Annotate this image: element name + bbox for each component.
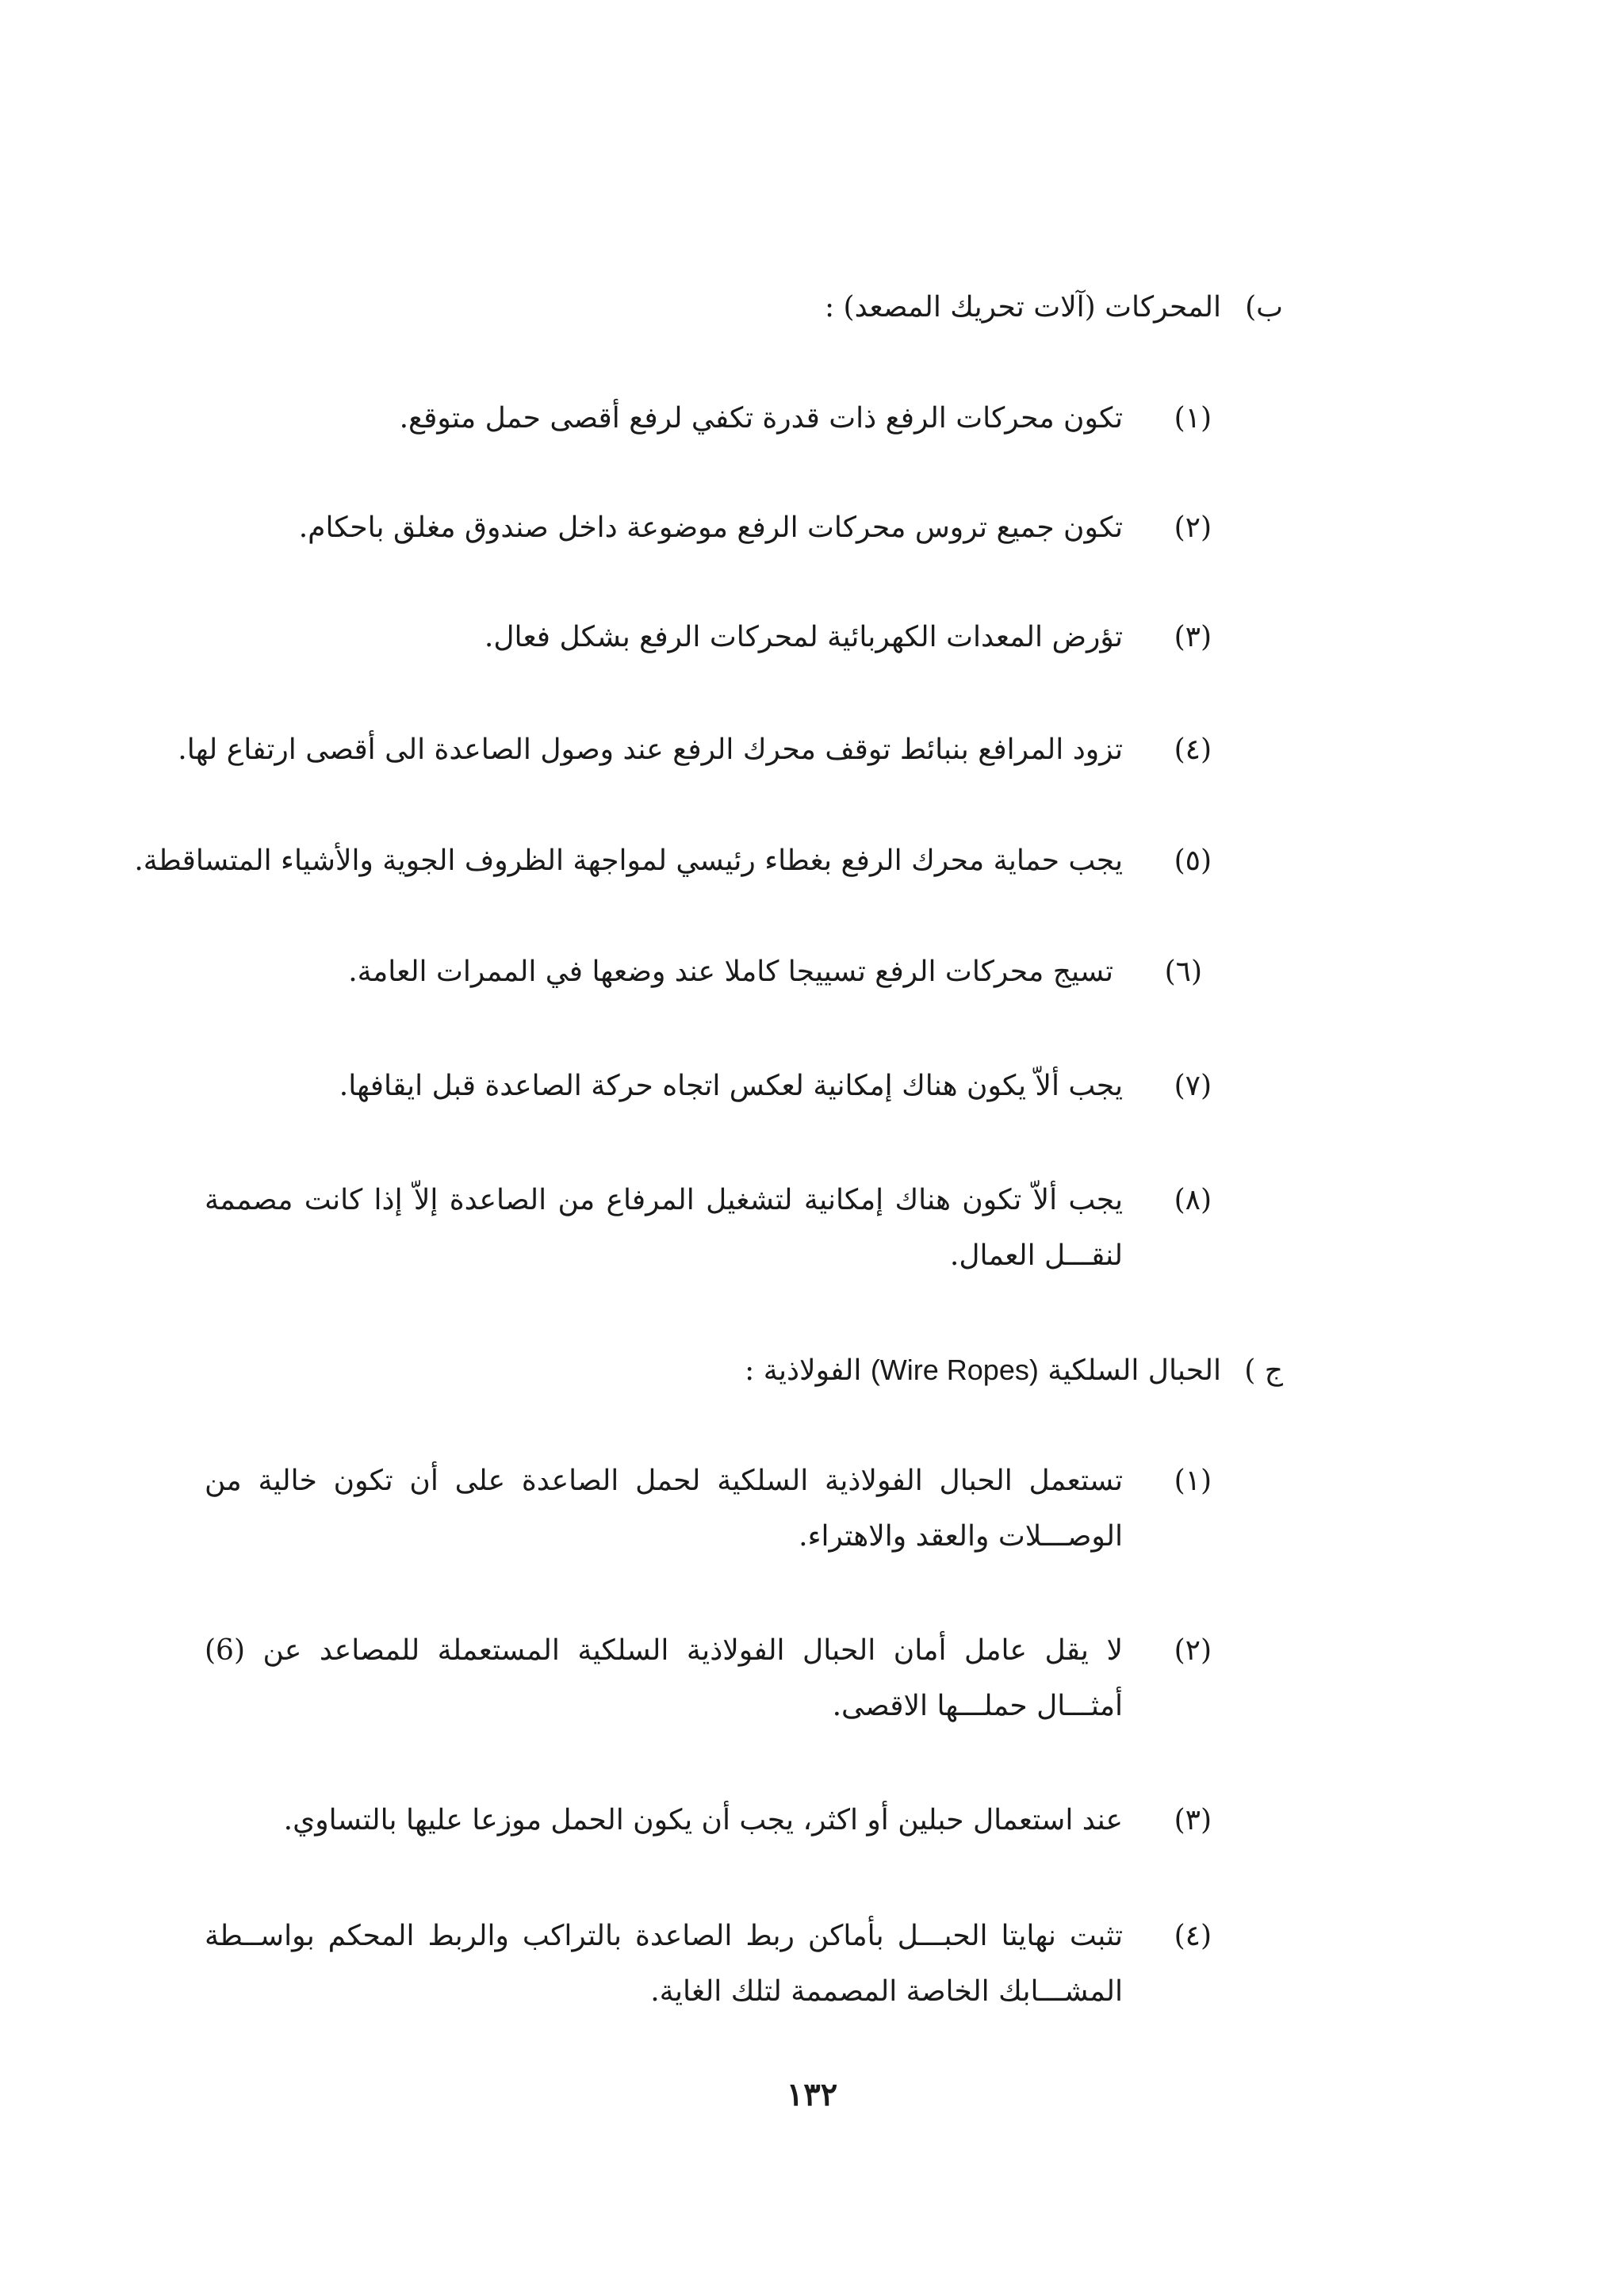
item-number: (٤) [1174, 1920, 1212, 1952]
section-c-title-latin: (Wire Ropes) [870, 1354, 1039, 1386]
item-number: (٧) [1174, 1070, 1212, 1102]
item-text: تستعمل الحبال الفولاذية السلكية لحمل الصاعدة على أن تكون خالية من الوصـــلات والعقد والاهتراء. [205, 1465, 1123, 1553]
item-text: يجب حماية محرك الرفع بغطاء رئيسي لمواجهة الظروف الجوية والأشياء المتساقطة. [134, 844, 1123, 877]
item-number: (٤) [1174, 733, 1212, 766]
section-c-heading [745, 1351, 1283, 1390]
item-number: (٣) [1174, 621, 1212, 653]
section-c-title-before: الحبال السلكية [1048, 1354, 1221, 1387]
item-number: (٣) [1174, 1804, 1212, 1836]
item-number: (٢) [1174, 1634, 1212, 1667]
section-b-title: المحركات (آلات تحريك المصعد) : [824, 291, 1221, 324]
item-number: (٨) [1174, 1184, 1212, 1216]
item-text: تثبت نهايتا الحبـــل بأماكن ربط الصاعدة بالتراكب والربط المحكم بواســطة المشـــابك الخاصة المصممة لتلك الغاية. [205, 1920, 1123, 2008]
item-text: يجب ألاّ يكون هناك إمكانية لعكس اتجاه حركة الصاعدة قبل ايقافها. [339, 1070, 1123, 1102]
page-number: ١٣٢ [786, 2076, 838, 2113]
section-c-letter: ج ) [1244, 1354, 1283, 1387]
item-text: عند استعمال حبلين أو اكثر، يجب أن يكون الحمل موزعا عليها بالتساوي. [283, 1804, 1123, 1836]
item-number: (١) [1174, 1465, 1212, 1497]
section-b-letter: ب) [1245, 291, 1283, 324]
item-text: لا يقل عامل أمان الحبال الفولاذية السلكية المستعملة للمصاعد عن (6) أمثـــال حملـــها الاقصى. [205, 1634, 1123, 1722]
item-number: (٥) [1174, 844, 1212, 877]
item-number: (٢) [1174, 511, 1212, 544]
item-text: تسيج محركات الرفع تسييجا كاملا عند وضعها في الممرات العامة. [348, 956, 1113, 988]
item-number: (٦) [1164, 956, 1202, 988]
section-c-title [745, 1351, 1221, 1390]
item-text: تكون جميع تروس محركات الرفع موضوعة داخل صندوق مغلق باحكام. [298, 511, 1123, 544]
item-text: تزود المرافع بنبائط توقف محرك الرفع عند وصول الصاعدة الى أقصى ارتفاع لها. [178, 733, 1123, 766]
item-number: (١) [1174, 402, 1212, 435]
item-text: تكون محركات الرفع ذات قدرة تكفي لرفع أقصى حمل متوقع. [399, 402, 1123, 435]
item-text: يجب ألاّ تكون هناك إمكانية لتشغيل المرفاع من الصاعدة إلاّ إذا كانت مصممة لنقـــل العمال. [205, 1184, 1123, 1272]
section-c-title-after: الفولاذية : [745, 1354, 862, 1387]
item-text: تؤرض المعدات الكهربائية لمحركات الرفع بشكل فعال. [484, 621, 1123, 653]
section-b-heading [825, 289, 1283, 327]
